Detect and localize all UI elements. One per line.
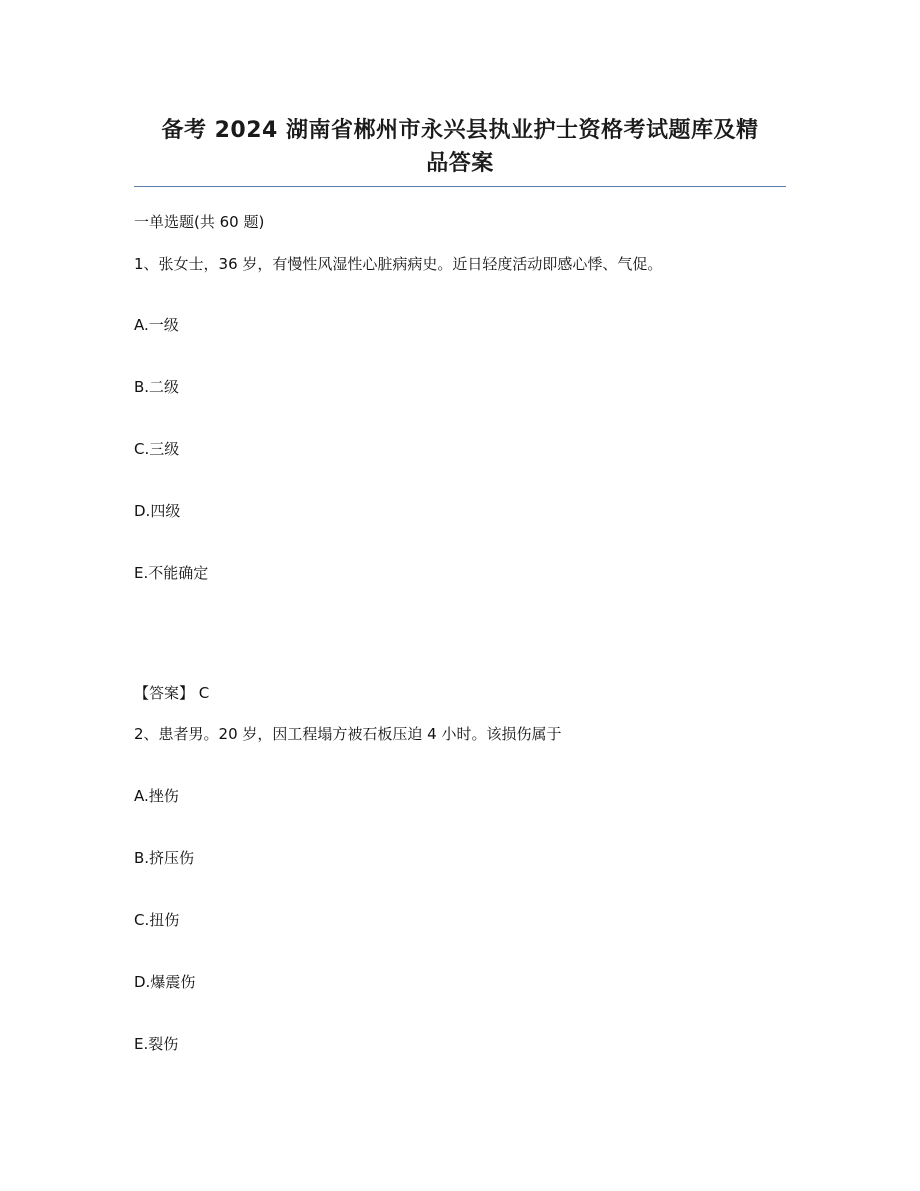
section-heading: 一单选题(共 60 题)	[134, 213, 265, 231]
title-line-2: 品答案	[426, 151, 494, 176]
title-divider	[134, 186, 786, 187]
question-2-option-d: D.爆震伤	[134, 973, 196, 991]
question-1-option-b: B.二级	[134, 378, 180, 396]
title-line-1: 备考 2024 湖南省郴州市永兴县执业护士资格考试题库及精	[161, 118, 759, 143]
question-1-option-a: A.一级	[134, 316, 179, 334]
document-title	[134, 114, 786, 180]
question-2-stem: 2、患者男。20 岁，因工程塌方被石板压迫 4 小时。该损伤属于	[134, 725, 562, 743]
question-1-option-c: C.三级	[134, 440, 180, 458]
question-1-option-d: D.四级	[134, 502, 181, 520]
question-1-answer: 【答案】 C	[134, 684, 210, 702]
question-2-option-a: A.挫伤	[134, 787, 179, 805]
question-2-option-b: B.挤压伤	[134, 849, 195, 867]
question-2-option-e: E.裂伤	[134, 1035, 179, 1053]
question-1-option-e: E.不能确定	[134, 564, 209, 582]
question-1-stem: 1、张女士，36 岁，有慢性风湿性心脏病病史。近日轻度活动即感心悸、气促。	[134, 255, 663, 273]
question-2-option-c: C.扭伤	[134, 911, 180, 929]
